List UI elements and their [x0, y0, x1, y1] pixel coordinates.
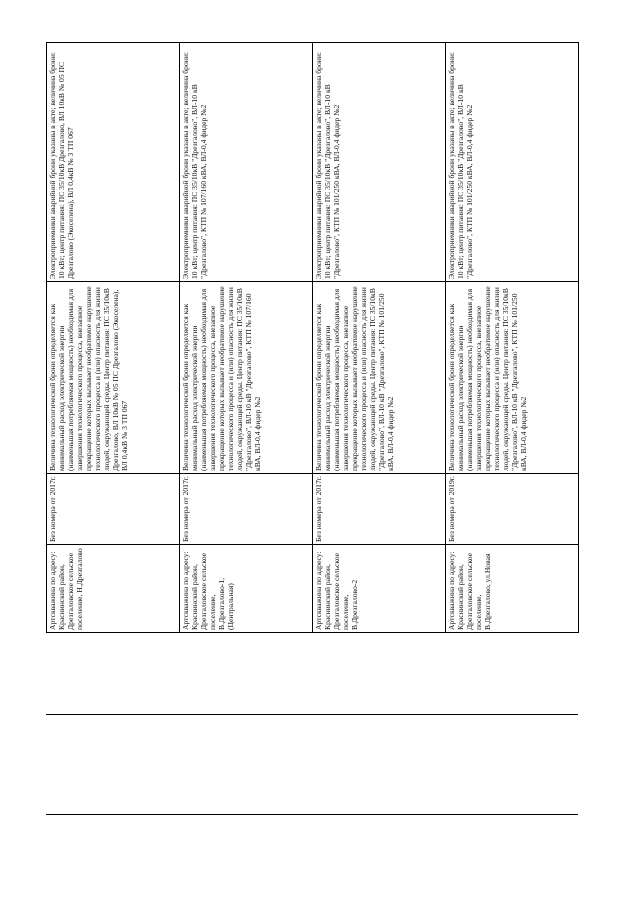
table-row: [47, 43, 180, 633]
rule-line: [46, 714, 578, 715]
emergency-reserve-cell: Электроприемники аварийной брони указаны в акте; величина брони: 10 кВт; центр питания: ПС 35/10кВ "Дрезгалово", ВЛ-10 кВ "Дрезгалово", КТП № 101/250 кВА, ВЛ-0,4 фидер №2: [446, 43, 579, 282]
tech-reserve-cell: Величина технологической брони определяется как минимальный расход электрической энергии (наименьшая потребляемая мощность) необходимая для завершения технологического процесса, внезапное прекращение которых вызывает необратимое нарушение технологического процесса и (или) опасность для жизни людей, окружающей среды. Центр питания: ПС 35/10кВ Дрезгалово, ВЛ 10кВ № 05 ПС Дрезгалово (Экоселена), ВЛ 0,4кВ № 3 ТП 067: [47, 282, 180, 474]
tech-reserve-cell: Величина технологической брони определяется как минимальный расход электрической энергии (наименьшая потребляемая мощность) необходимая для завершения технологического процесса, внезапное прекращение которых вызывает необратимое нарушение технологического процесса и (или) опасность для жизни людей, окружающей среды. Центр питания: ПС 35/10кВ "Дрезгалово", ВЛ-10 кВ "Дрезгалово", КТП № 101/250 кВА, ВЛ-0,4 фидер №2: [313, 282, 446, 474]
act-cell: Без номера от 2017г.: [313, 474, 446, 545]
rule-line: [46, 814, 578, 815]
tech-reserve-cell: Величина технологической брони определяется как минимальный расход электрической энергии (наименьшая потребляемая мощность) необходимая для завершения технологического процесса, внезапное прекращение которых вызывает необратимое нарушение технологического процесса и (или) опасность для жизни людей, окружающей среды. Центр питания: ПС 35/10кВ "Дрезгалово", ВЛ-10 кВ "Дрезгалово", КТП № 107/160 кВА, ВЛ-0,4 фидер №2: [180, 282, 313, 474]
emergency-reserve-cell: Электроприемники аварийной брони указаны в акте; величина брони: 10 кВт; центр питания: ПС 35/10кВ Дрезгалово, ВЛ 10кВ № 05 ПС Дрезгалово (Экоселена), ВЛ 0,4кВ № 3 ТП 067: [47, 43, 180, 282]
address-cell: Артскважина по адресу: Краснинский район, Дрезгаловское сельское поселение, Н.Дрезгалово: [47, 545, 180, 633]
reserve-table: [46, 42, 579, 633]
table-row: [180, 43, 313, 633]
act-cell: Без номера от 2017г.: [180, 474, 313, 545]
left-rule-lines: [46, 633, 578, 875]
act-cell: Без номера от 2019г.: [446, 474, 579, 545]
address-cell: Артскважина по адресу: Краснинский район, Дрезгаловское сельское поселение, В.Дрезгалово, ул.Новая: [446, 545, 579, 633]
address-cell: Артскважина по адресу: Краснинский район, Дрезгаловское сельское поселение, В.Дрезгалово-2: [313, 545, 446, 633]
emergency-reserve-cell: Электроприемники аварийной брони указаны в акте; величина брони: 10 кВт; центр питания: ПС 35/10кВ "Дрезгалово", ВЛ-10 кВ "Дрезгалово", КТП № 107/160 кВА, ВЛ-0,4 фидер №2: [180, 43, 313, 282]
rotated-page: [30, 30, 610, 875]
emergency-reserve-cell: Электроприемники аварийной брони указаны в акте; величина брони: 10 кВт; центр питания: ПС 35/10кВ "Дрезгалово", ВЛ-10 кВ "Дрезгалово", КТП № 101/250 кВА, ВЛ-0,4 фидер №2: [313, 43, 446, 282]
table-row: [313, 43, 446, 633]
address-cell: Артскважина по адресу: Краснинский район, Дрезгаловское сельское поселение, В.Дрезгалово-1, (Центральная): [180, 545, 313, 633]
table-row: [446, 43, 579, 633]
tech-reserve-cell: Величина технологической брони определяется как минимальный расход электрической энергии (наименьшая потребляемая мощность) необходимая для завершения технологического процесса, внезапное прекращение которых вызывает необратимое нарушение технологического процесса и (или) опасность для жизни людей, окружающей среды. Центр питания: ПС 35/10кВ "Дрезгалово", ВЛ-10 кВ "Дрезгалово", КТП № 101/250 кВА, ВЛ-0,4 фидер №2: [446, 282, 579, 474]
act-cell: Без номера от 2017г.: [47, 474, 180, 545]
